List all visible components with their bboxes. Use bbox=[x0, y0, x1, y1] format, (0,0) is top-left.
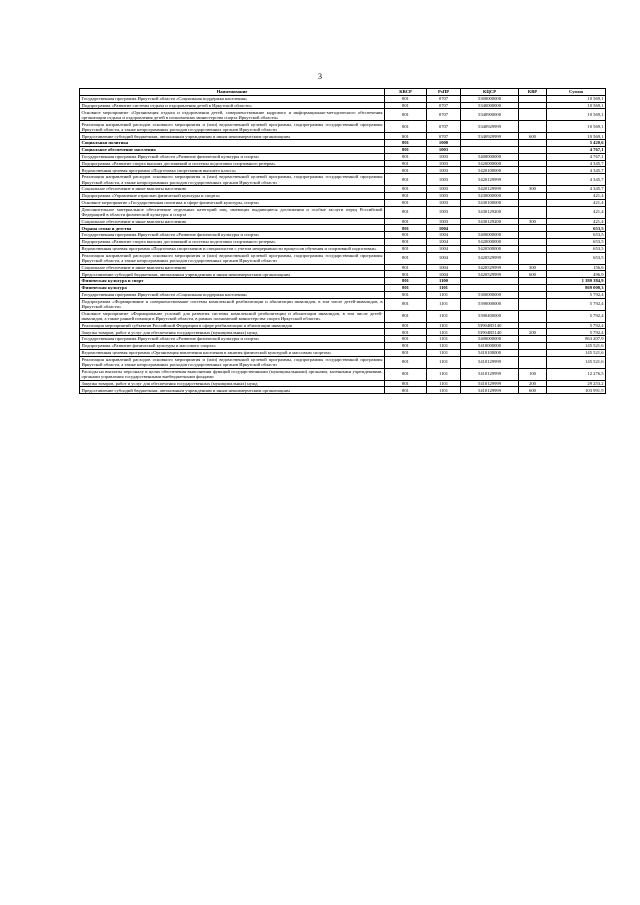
cell-sum: 156,6 bbox=[547, 264, 606, 271]
cell-kvr: 200 bbox=[519, 329, 547, 336]
cell-kvr bbox=[519, 174, 547, 186]
cell-name: Предоставление субсидий бюджетным, автономным учреждениям и иным некоммерческим организациям bbox=[80, 387, 385, 394]
cell-rzpr: 1101 bbox=[427, 298, 461, 310]
cell-name: Физическая культура и спорт bbox=[80, 278, 385, 285]
cell-kvr bbox=[519, 232, 547, 239]
cell-kcsr: 5390000000 bbox=[461, 298, 519, 310]
cell-kcsr: 5410100000 bbox=[461, 349, 519, 356]
cell-kvr bbox=[519, 322, 547, 329]
cell-kvr bbox=[519, 192, 547, 199]
cell-rzpr: 1004 bbox=[427, 271, 461, 278]
cell-kcsr: 5340000000 bbox=[461, 102, 519, 109]
cell-kvr bbox=[519, 95, 547, 102]
cell-kcsr: 5340929999 bbox=[461, 133, 519, 140]
cell-kvr: 100 bbox=[519, 368, 547, 380]
cell-kvr bbox=[519, 109, 547, 121]
cell-sum: 5 792,4 bbox=[547, 298, 606, 310]
cell-name: Социальное обеспечение населения bbox=[80, 146, 385, 153]
cell-kcsr: 5420529999 bbox=[461, 271, 519, 278]
cell-kvsr: 801 bbox=[385, 336, 427, 343]
cell-sum: 10 569,1 bbox=[547, 109, 606, 121]
cell-sum: 653,5 bbox=[547, 252, 606, 264]
cell-kvsr: 801 bbox=[385, 232, 427, 239]
cell-rzpr: 1101 bbox=[427, 329, 461, 336]
cell-rzpr: 0707 bbox=[427, 102, 461, 109]
cell-sum: 4 767,1 bbox=[547, 146, 606, 153]
cell-kvr bbox=[519, 199, 547, 206]
cell-kvr bbox=[519, 284, 547, 291]
cell-name: Государственная программа Иркутской области «Развитие физической культуры и спорта» bbox=[80, 232, 385, 239]
cell-kvsr: 801 bbox=[385, 186, 427, 193]
cell-kvr bbox=[519, 238, 547, 245]
cell-name: Реализация направлений расходов основного мероприятия и (или) ведомственной целевой программы, подпрограммы государственной программы Иркутской области, а также непрограммных расходов государственных органов Иркутской области bbox=[81, 252, 383, 264]
cell-rzpr: 1003 bbox=[427, 206, 461, 218]
cell-kvsr: 801 bbox=[385, 206, 427, 218]
cell-kvsr: 801 bbox=[385, 192, 427, 199]
cell-kcsr: 53904R5140 bbox=[461, 329, 519, 336]
cell-kvsr: 801 bbox=[385, 387, 427, 394]
cell-rzpr: 1101 bbox=[427, 310, 461, 322]
cell-rzpr: 1004 bbox=[427, 252, 461, 264]
cell-kvsr: 801 bbox=[385, 153, 427, 160]
cell-sum: 5 420,6 bbox=[547, 140, 606, 147]
cell-sum: 4 767,1 bbox=[547, 153, 606, 160]
cell-name: Ведомственная целевая программа «Подготовка спортсменов и специалистов с учетом непрерывности процессов обучения и спортивной подготовки» bbox=[80, 245, 385, 252]
cell-kcsr bbox=[461, 146, 519, 153]
cell-name: Основное мероприятие «Государственная политика в сфере физической культуры, спорта» bbox=[80, 199, 385, 206]
cell-rzpr: 1101 bbox=[427, 368, 461, 380]
cell-name: Предоставление субсидий бюджетным, автономным учреждениям и иным некоммерческим организациям bbox=[80, 271, 385, 278]
cell-kvsr: 801 bbox=[385, 140, 427, 147]
table-row bbox=[80, 167, 606, 174]
header-kvsr: КВСР bbox=[385, 89, 427, 96]
cell-kvr bbox=[519, 153, 547, 160]
cell-rzpr: 0707 bbox=[427, 121, 461, 133]
table-row bbox=[80, 349, 606, 356]
cell-name: Ведомственная целевая программа «Организация вовлечения населения в занятия физической культурой и массовым спортом» bbox=[80, 349, 385, 356]
cell-sum: 145 521,6 bbox=[547, 356, 606, 368]
cell-kvr bbox=[519, 225, 547, 232]
cell-kvsr: 801 bbox=[385, 121, 427, 133]
table-row bbox=[80, 95, 606, 102]
cell-kvsr: 801 bbox=[385, 167, 427, 174]
table-row bbox=[80, 109, 606, 121]
cell-rzpr: 1100 bbox=[427, 278, 461, 285]
cell-sum: 5 792,4 bbox=[547, 291, 606, 298]
header-sum: Сумма bbox=[547, 89, 606, 96]
cell-kcsr: 5420000000 bbox=[461, 238, 519, 245]
cell-name: Расходы на выплаты персоналу в целях обеспечения выполнения функций государственными (муниципальными) органами, казенными учреждениями, органами управления государственными внебюджетными фондами bbox=[81, 368, 383, 380]
cell-kvr: 200 bbox=[519, 380, 547, 387]
cell-name: Дополнительное материальное обеспечение отдельных категорий лиц, имеющих выдающиеся достижения и особые заслуги перед Российской Федерацией в области физической культуры и спорта bbox=[81, 206, 383, 218]
cell-kvsr: 801 bbox=[385, 329, 427, 336]
cell-kcsr: 5420129999 bbox=[461, 186, 519, 193]
cell-kcsr: 5410129999 bbox=[461, 368, 519, 380]
cell-kvsr: 801 bbox=[385, 225, 427, 232]
table-body bbox=[80, 95, 606, 393]
cell-rzpr: 0707 bbox=[427, 109, 461, 121]
cell-rzpr: 1101 bbox=[427, 291, 461, 298]
cell-name: Реализация мероприятий субъектов Российской Федерации в сфере реабилитации и абилитации инвалидов bbox=[80, 322, 385, 329]
cell-kvsr: 801 bbox=[385, 298, 427, 310]
cell-kvr bbox=[519, 298, 547, 310]
table-row bbox=[80, 291, 606, 298]
table-row bbox=[80, 140, 606, 147]
cell-kcsr: 5430129200 bbox=[461, 206, 519, 218]
cell-sum: 145 521,6 bbox=[547, 349, 606, 356]
cell-rzpr: 1003 bbox=[427, 192, 461, 199]
cell-rzpr: 1101 bbox=[427, 380, 461, 387]
cell-kcsr: 5390400000 bbox=[461, 310, 519, 322]
table-row bbox=[80, 238, 606, 245]
table-row bbox=[80, 153, 606, 160]
cell-rzpr: 1004 bbox=[427, 264, 461, 271]
cell-name: Закупка товаров, работ и услуг для обеспечения государственных (муниципальных) нужд bbox=[80, 329, 385, 336]
cell-kvsr: 801 bbox=[385, 310, 427, 322]
table-row bbox=[80, 192, 606, 199]
cell-kcsr bbox=[461, 278, 519, 285]
cell-kvr bbox=[519, 140, 547, 147]
table-row bbox=[80, 356, 606, 368]
table-row bbox=[80, 199, 606, 206]
table-header-row bbox=[80, 89, 606, 96]
cell-rzpr: 1003 bbox=[427, 199, 461, 206]
cell-sum: 12 276,5 bbox=[547, 368, 606, 380]
cell-kcsr: 5420529999 bbox=[461, 264, 519, 271]
cell-rzpr: 1003 bbox=[427, 167, 461, 174]
cell-kcsr: 5300000000 bbox=[461, 95, 519, 102]
cell-kvsr: 801 bbox=[385, 252, 427, 264]
cell-sum: 863 207,9 bbox=[547, 336, 606, 343]
cell-rzpr: 0707 bbox=[427, 95, 461, 102]
cell-name: Социальное обеспечение и иные выплаты населению bbox=[80, 218, 385, 225]
cell-kvsr: 801 bbox=[385, 218, 427, 225]
cell-kvsr: 801 bbox=[385, 174, 427, 186]
cell-name: Ведомственная целевая программа «Подготовка спортсменов высшего класса» bbox=[80, 167, 385, 174]
cell-kvr: 600 bbox=[519, 271, 547, 278]
cell-kvsr: 801 bbox=[385, 368, 427, 380]
cell-kcsr bbox=[461, 225, 519, 232]
cell-sum: 653,5 bbox=[547, 245, 606, 252]
cell-sum: 421,4 bbox=[547, 199, 606, 206]
table-row bbox=[80, 284, 606, 291]
cell-name: Охрана семьи и детства bbox=[80, 225, 385, 232]
cell-kvr bbox=[519, 252, 547, 264]
cell-sum: 4 345,7 bbox=[547, 186, 606, 193]
table-row bbox=[80, 368, 606, 380]
table-row bbox=[80, 310, 606, 322]
cell-kcsr: 5410129999 bbox=[461, 356, 519, 368]
cell-kcsr: 5400000000 bbox=[461, 336, 519, 343]
cell-sum: 1 380 384,9 bbox=[547, 278, 606, 285]
cell-name: Основное мероприятие «Организация отдыха и оздоровления детей, совершенствование кадрового и информационно-методического обеспечения организации отдыха и оздоровления детей в полномочиях министерства спорта Иркутской области» bbox=[81, 109, 383, 120]
cell-sum: 29 253,2 bbox=[547, 380, 606, 387]
cell-kcsr: 5300000000 bbox=[461, 291, 519, 298]
table-row bbox=[80, 174, 606, 186]
cell-name: Подпрограмма «Управление отраслью физической культуры и спорта» bbox=[80, 192, 385, 199]
cell-kvsr: 801 bbox=[385, 160, 427, 167]
cell-name: Закупка товаров, работ и услуг для обеспечения государственных (муниципальных) нужд bbox=[80, 380, 385, 387]
header-rzpr: РзПР bbox=[427, 89, 461, 96]
cell-kvsr: 801 bbox=[385, 342, 427, 349]
cell-kvsr: 801 bbox=[385, 245, 427, 252]
cell-kcsr: 5420500000 bbox=[461, 245, 519, 252]
cell-kvr bbox=[519, 206, 547, 218]
cell-kvr: 300 bbox=[519, 264, 547, 271]
table-row bbox=[80, 121, 606, 133]
cell-rzpr: 1000 bbox=[427, 140, 461, 147]
cell-kcsr: 5400000000 bbox=[461, 153, 519, 160]
cell-rzpr: 1004 bbox=[427, 245, 461, 252]
cell-sum: 10 569,1 bbox=[547, 133, 606, 140]
cell-name: Физическая культура bbox=[80, 284, 385, 291]
cell-sum: 10 569,1 bbox=[547, 121, 606, 133]
cell-rzpr: 1003 bbox=[427, 153, 461, 160]
table-row bbox=[80, 160, 606, 167]
cell-kcsr: 5340929999 bbox=[461, 121, 519, 133]
cell-name: Предоставление субсидий бюджетным, автономным учреждениям и иным некоммерческим организациям bbox=[80, 133, 385, 140]
cell-sum: 496,9 bbox=[547, 271, 606, 278]
cell-name: Государственная программа Иркутской области «Социальная поддержка населения» bbox=[80, 95, 385, 102]
cell-name: Социальное обеспечение и иные выплаты населению bbox=[80, 186, 385, 193]
cell-kvr bbox=[519, 278, 547, 285]
cell-sum: 421,4 bbox=[547, 192, 606, 199]
cell-kvsr: 801 bbox=[385, 238, 427, 245]
cell-rzpr: 1101 bbox=[427, 387, 461, 394]
cell-kcsr: 5420129999 bbox=[461, 174, 519, 186]
cell-sum: 5 792,4 bbox=[547, 329, 606, 336]
table-row bbox=[80, 387, 606, 394]
table-row bbox=[80, 146, 606, 153]
cell-rzpr: 1101 bbox=[427, 322, 461, 329]
cell-kvr bbox=[519, 291, 547, 298]
cell-kcsr: 5420100000 bbox=[461, 167, 519, 174]
cell-kvr bbox=[519, 336, 547, 343]
cell-sum: 421,4 bbox=[547, 218, 606, 225]
cell-kvr bbox=[519, 160, 547, 167]
cell-kvsr: 801 bbox=[385, 199, 427, 206]
cell-rzpr: 1003 bbox=[427, 146, 461, 153]
cell-sum: 869 000,3 bbox=[547, 284, 606, 291]
cell-name: Государственная программа Иркутской области «Развитие физической культуры и спорта» bbox=[80, 336, 385, 343]
cell-kcsr: 5340900000 bbox=[461, 109, 519, 121]
cell-rzpr: 1004 bbox=[427, 238, 461, 245]
cell-sum: 653,5 bbox=[547, 225, 606, 232]
cell-rzpr: 1101 bbox=[427, 349, 461, 356]
cell-sum: 653,5 bbox=[547, 232, 606, 239]
cell-rzpr: 1003 bbox=[427, 160, 461, 167]
cell-name: Подпрограмма «Развитие физической культуры и массового спорта» bbox=[80, 342, 385, 349]
table-row bbox=[80, 336, 606, 343]
cell-rzpr: 1003 bbox=[427, 174, 461, 186]
cell-kvr: 300 bbox=[519, 218, 547, 225]
cell-kvr bbox=[519, 342, 547, 349]
cell-name: Реализация направлений расходов основного мероприятия и (или) ведомственной целевой программы, подпрограммы государственной программы Иркутской области, а также непрограммных расходов государственных органов Иркутской области bbox=[81, 121, 383, 132]
cell-kvsr: 801 bbox=[385, 133, 427, 140]
table-row bbox=[80, 264, 606, 271]
page-number: 3 bbox=[318, 72, 322, 81]
cell-kcsr bbox=[461, 284, 519, 291]
cell-kvr bbox=[519, 167, 547, 174]
table-row bbox=[80, 278, 606, 285]
table-row bbox=[80, 252, 606, 264]
table-row bbox=[80, 186, 606, 193]
cell-name: Социальная политика bbox=[80, 140, 385, 147]
cell-kvsr: 801 bbox=[385, 102, 427, 109]
cell-kvr bbox=[519, 310, 547, 322]
cell-kcsr: 5430129200 bbox=[461, 218, 519, 225]
cell-kvr bbox=[519, 146, 547, 153]
table-row bbox=[80, 380, 606, 387]
cell-sum: 653,5 bbox=[547, 238, 606, 245]
cell-kvsr: 801 bbox=[385, 284, 427, 291]
table-row bbox=[80, 102, 606, 109]
cell-sum: 5 792,4 bbox=[547, 310, 606, 322]
cell-kvr: 600 bbox=[519, 387, 547, 394]
header-name: Наименование bbox=[80, 89, 385, 96]
cell-rzpr: 1101 bbox=[427, 342, 461, 349]
cell-sum: 5 792,4 bbox=[547, 322, 606, 329]
table-row bbox=[80, 342, 606, 349]
cell-kvsr: 801 bbox=[385, 271, 427, 278]
cell-name: Государственная программа Иркутской области «Развитие физической культуры и спорта» bbox=[80, 153, 385, 160]
cell-kcsr: 5410129999 bbox=[461, 380, 519, 387]
table-row bbox=[80, 298, 606, 310]
cell-name: Подпрограмма «Развитие спорта высших достижений и системы подготовки спортивного резерва» bbox=[80, 160, 385, 167]
table-row bbox=[80, 245, 606, 252]
cell-kvr bbox=[519, 245, 547, 252]
table-row bbox=[80, 206, 606, 218]
cell-rzpr: 0707 bbox=[427, 133, 461, 140]
cell-kvsr: 801 bbox=[385, 356, 427, 368]
cell-kcsr: 5400000000 bbox=[461, 232, 519, 239]
cell-kvr bbox=[519, 102, 547, 109]
table-row bbox=[80, 329, 606, 336]
cell-sum: 4 345,7 bbox=[547, 174, 606, 186]
cell-kcsr: 5410000000 bbox=[461, 342, 519, 349]
cell-sum: 10 569,1 bbox=[547, 95, 606, 102]
cell-rzpr: 1101 bbox=[427, 284, 461, 291]
cell-name: Государственная программа Иркутской области «Социальная поддержка населения» bbox=[80, 291, 385, 298]
cell-kvr: 600 bbox=[519, 133, 547, 140]
table-row bbox=[80, 232, 606, 239]
cell-kvsr: 801 bbox=[385, 322, 427, 329]
cell-rzpr: 1101 bbox=[427, 336, 461, 343]
cell-rzpr: 1003 bbox=[427, 218, 461, 225]
cell-sum: 145 521,6 bbox=[547, 342, 606, 349]
table-row bbox=[80, 271, 606, 278]
cell-kcsr: 53904R5140 bbox=[461, 322, 519, 329]
cell-name: Подпрограмма «Формирование и совершенствование системы комплексной реабилитации и абилитации инвалидов, в том числе детей-инвалидов, в Иркутской области» bbox=[81, 298, 383, 310]
cell-kvsr: 801 bbox=[385, 349, 427, 356]
cell-kvsr: 801 bbox=[385, 291, 427, 298]
header-kcsr: КЦСР bbox=[461, 89, 519, 96]
cell-rzpr: 1101 bbox=[427, 356, 461, 368]
cell-rzpr: 1003 bbox=[427, 186, 461, 193]
budget-table bbox=[79, 88, 606, 394]
table-row bbox=[80, 133, 606, 140]
cell-kcsr bbox=[461, 140, 519, 147]
cell-sum: 421,4 bbox=[547, 206, 606, 218]
table-row bbox=[80, 218, 606, 225]
cell-rzpr: 1004 bbox=[427, 225, 461, 232]
cell-kvsr: 801 bbox=[385, 380, 427, 387]
cell-kvsr: 801 bbox=[385, 109, 427, 121]
cell-name: Основное мероприятие «Формирование условий для развития системы комплексной реабилитации и абилитации инвалидов, в том числе детей-инвалидов, а также ранней помощи в Иркутской области, в рамках полномочий министерства спорта Иркутской области» bbox=[81, 310, 383, 322]
cell-kvr bbox=[519, 356, 547, 368]
cell-name: Реализация направлений расходов основного мероприятия и (или) ведомственной целевой программы, подпрограммы государственной программы Иркутской области, а также непрограммных расходов государственных органов Иркутской области bbox=[81, 174, 383, 185]
cell-rzpr: 1004 bbox=[427, 232, 461, 239]
cell-sum: 4 345,7 bbox=[547, 167, 606, 174]
cell-name: Подпрограмма «Развитие спорта высших достижений и системы подготовки спортивного резерва» bbox=[80, 238, 385, 245]
table-row bbox=[80, 322, 606, 329]
cell-kvr: 300 bbox=[519, 186, 547, 193]
cell-kvr bbox=[519, 349, 547, 356]
cell-name: Реализация направлений расходов основного мероприятия и (или) ведомственной целевой программы, подпрограммы государственной программы Иркутской области, а также непрограммных расходов государственных органов Иркутской области bbox=[81, 356, 383, 368]
cell-kvr bbox=[519, 121, 547, 133]
cell-kcsr: 5430000000 bbox=[461, 192, 519, 199]
cell-sum: 103 991,9 bbox=[547, 387, 606, 394]
cell-kcsr: 5420529999 bbox=[461, 252, 519, 264]
table-row bbox=[80, 225, 606, 232]
cell-kcsr: 5430100000 bbox=[461, 199, 519, 206]
cell-sum: 10 569,1 bbox=[547, 102, 606, 109]
cell-sum: 4 345,7 bbox=[547, 160, 606, 167]
header-kvr: КВР bbox=[519, 89, 547, 96]
cell-name: Подпрограмма «Развитие системы отдыха и оздоровления детей в Иркутской области» bbox=[80, 102, 385, 109]
cell-kcsr: 5410129999 bbox=[461, 387, 519, 394]
cell-kvsr: 801 bbox=[385, 95, 427, 102]
cell-kcsr: 5420000000 bbox=[461, 160, 519, 167]
cell-kvsr: 801 bbox=[385, 146, 427, 153]
cell-name: Социальное обеспечение и иные выплаты населению bbox=[80, 264, 385, 271]
cell-kvsr: 801 bbox=[385, 264, 427, 271]
cell-kvsr: 801 bbox=[385, 278, 427, 285]
